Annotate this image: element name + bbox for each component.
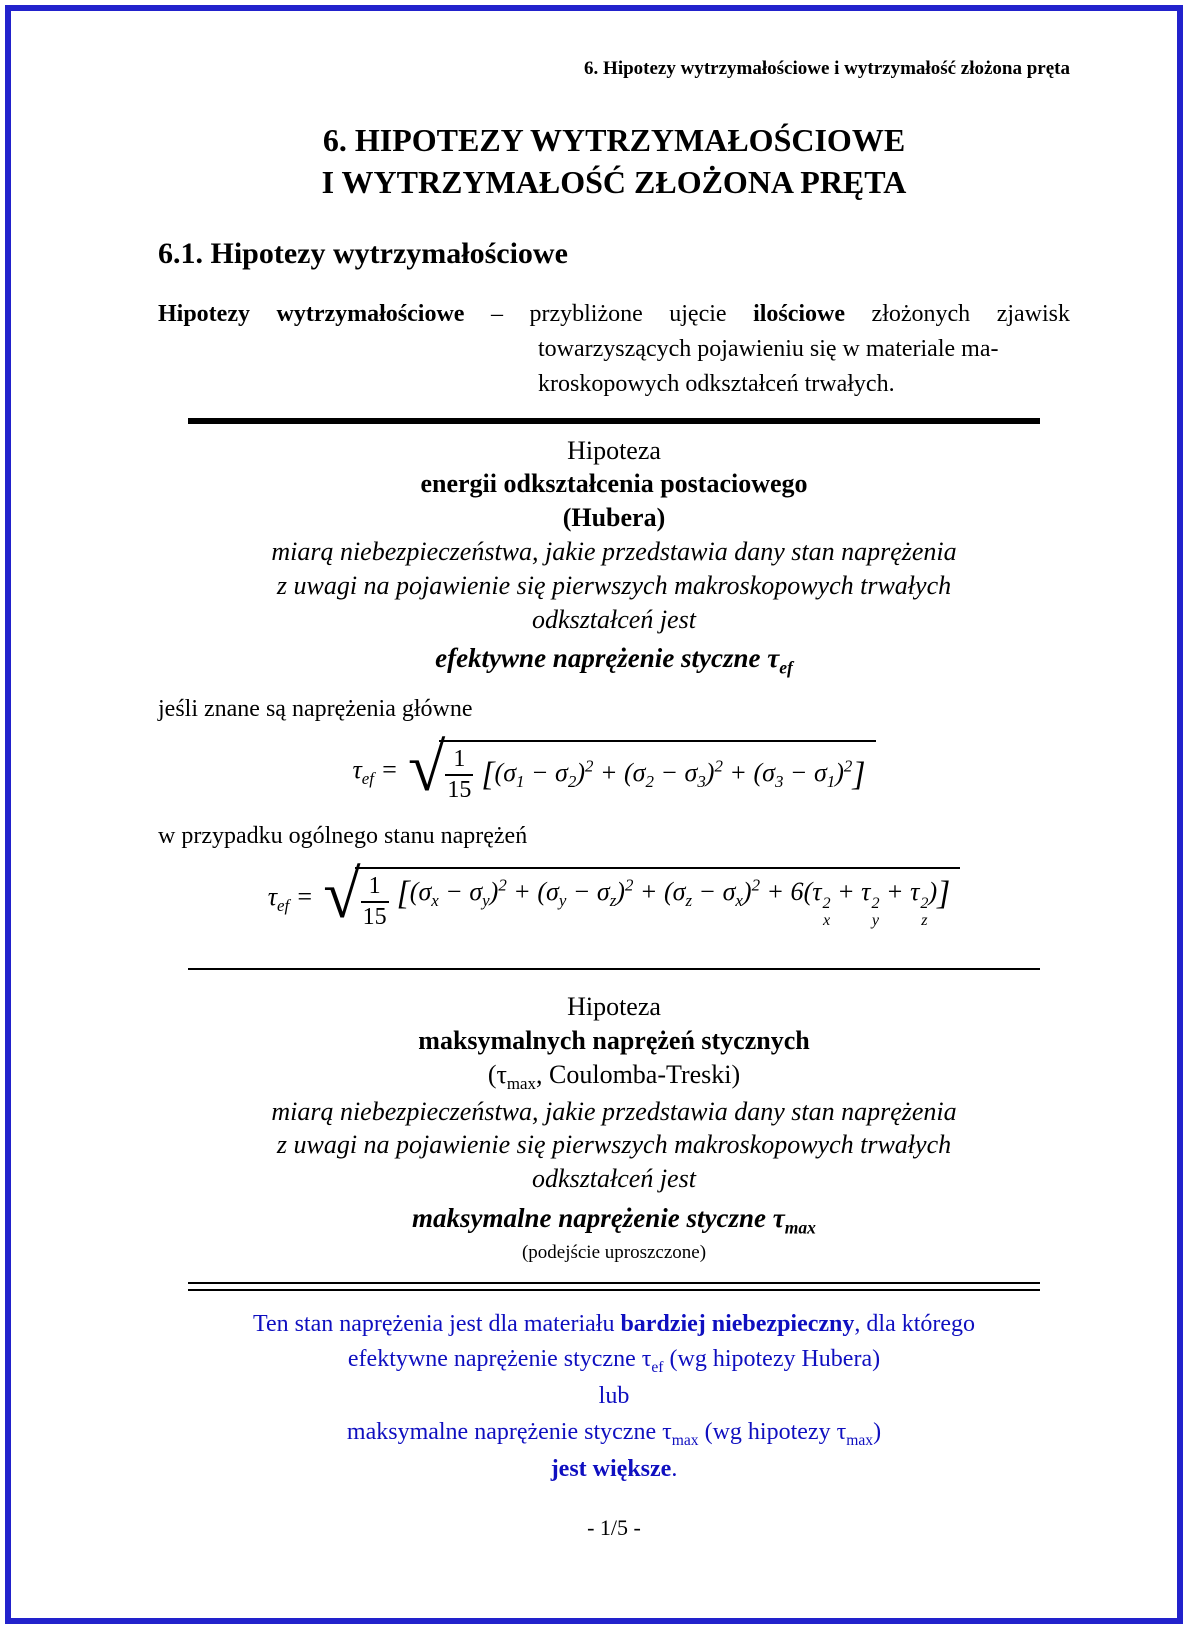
formula-intro-general: w przypadku ogólnego stanu naprężeń [158, 822, 528, 849]
running-header: 6. Hipotezy wytrzymałościowe i wytrzymałość złożona pręta [584, 58, 1070, 79]
divider-thick [188, 418, 1040, 424]
page-title [158, 120, 1070, 203]
fraction-1-15 [445, 746, 473, 805]
tresca-subtitle: ($\tau_{max}$, Coulomba-Treski) [487, 1059, 741, 1093]
fraction-denominator: 15 [447, 777, 472, 804]
huber-conclusion: efektywne naprężenie styczne $\tau_{ef}$ [435, 643, 793, 678]
divider-double [188, 1282, 1040, 1291]
note-line-5: jest większe. [550, 1455, 678, 1482]
page-title-line2: I WYTRZYMAŁOŚĆ ZŁOŻONA PRĘTA [321, 163, 907, 200]
huber-subtitle: (Hubera) [562, 503, 666, 533]
definition-line-2: towarzyszących pojawieniu się w materiale ma- [538, 335, 999, 362]
tresca-desc-line-1: miarą niebezpieczeństwa, jakie przedstawia dany stan naprężenia [271, 1096, 957, 1126]
huber-desc-line-2: z uwagi na pojawienie się pierwszych makroskopowych trwałych [276, 570, 952, 600]
tresca-label: Hipoteza [567, 991, 661, 1021]
radicand-terms: [$(\sigma_x - \sigma_y)^2 + (\sigma_y - \sigma_z)^2 + (\sigma_z - \sigma_x)^2 + 6(\tau$ 2 x + τ 2 y + τ 2 z )] [396, 874, 951, 929]
radical-sign: √ [323, 855, 361, 932]
formula-huber-general-state [158, 855, 1070, 934]
radical-sign: √ [408, 728, 446, 805]
huber-desc-line-3: odkształceń jest [532, 604, 696, 634]
note-line-2: efektywne naprężenie styczne $\tau_{ef}$ (wg hipotezy Hubera) [347, 1346, 881, 1377]
radicand [355, 867, 961, 934]
formula-lhs: $\tau_{ef}$ = [267, 881, 314, 915]
page-footer: - 1/5 - [587, 1515, 641, 1541]
tresca-conclusion: maksymalne naprężenie styczne $\tau_{max}$ [412, 1203, 816, 1238]
formula-lhs: $\tau_{ef}$ = [352, 754, 399, 788]
huber-desc-line-1: miarą niebezpieczeństwa, jakie przedstawia dany stan naprężenia [271, 536, 957, 566]
tresca-desc-line-2: z uwagi na pojawienie się pierwszych makroskopowych trwałych [276, 1130, 952, 1160]
hypothesis-block-tresca [158, 990, 1070, 1266]
huber-label: Hipoteza [567, 435, 661, 465]
radicand [439, 740, 875, 807]
fraction-numerator: 1 [361, 873, 389, 904]
tresca-desc-line-3: odkształceń jest [532, 1164, 696, 1194]
fraction-denominator: 15 [362, 904, 387, 931]
fraction-numerator: 1 [445, 746, 473, 777]
section-heading: 6.1. Hipotezy wytrzymałościowe [158, 237, 568, 271]
comparison-note [158, 1307, 1070, 1487]
note-line-4: maksymalne naprężenie styczne $\tau_{max}$ (wg hipotezy $\tau_{max}$) [346, 1418, 882, 1449]
tresca-note: (podejście uproszczone) [521, 1242, 707, 1264]
square-root [408, 728, 875, 807]
page-title-line1: 6. HIPOTEZY WYTRZYMAŁOŚCIOWE [322, 122, 906, 158]
tresca-title: maksymalnych naprężeń stycznych [418, 1025, 810, 1055]
radicand-terms: $[(\sigma_1 - \sigma_2)^2 + (\sigma_2 - \sigma_3)^2 + (\sigma_3 - \sigma_1)^2]$ [481, 756, 866, 794]
hypothesis-block-huber [158, 434, 1070, 680]
square-root [323, 855, 960, 934]
definition-line-3: kroskopowych odkształceń trwałych. [538, 370, 895, 397]
huber-title: energii odkształcenia postaciowego [420, 469, 808, 499]
definition-line-1: Hipotezy wytrzymałościowe – przybliżone ujęcie ilościowe złożonych zjawisk [158, 301, 1071, 328]
definition-paragraph [158, 297, 1070, 401]
divider-thin [188, 968, 1040, 970]
note-line-3: lub [598, 1383, 630, 1410]
formula-huber-principal-stresses [158, 728, 1070, 807]
fraction-1-15 [361, 873, 389, 932]
note-line-1: Ten stan naprężenia jest dla materiału bardziej niebezpieczny, dla którego [252, 1310, 976, 1337]
formula-intro-principal: jeśli znane są naprężenia główne [158, 695, 473, 722]
